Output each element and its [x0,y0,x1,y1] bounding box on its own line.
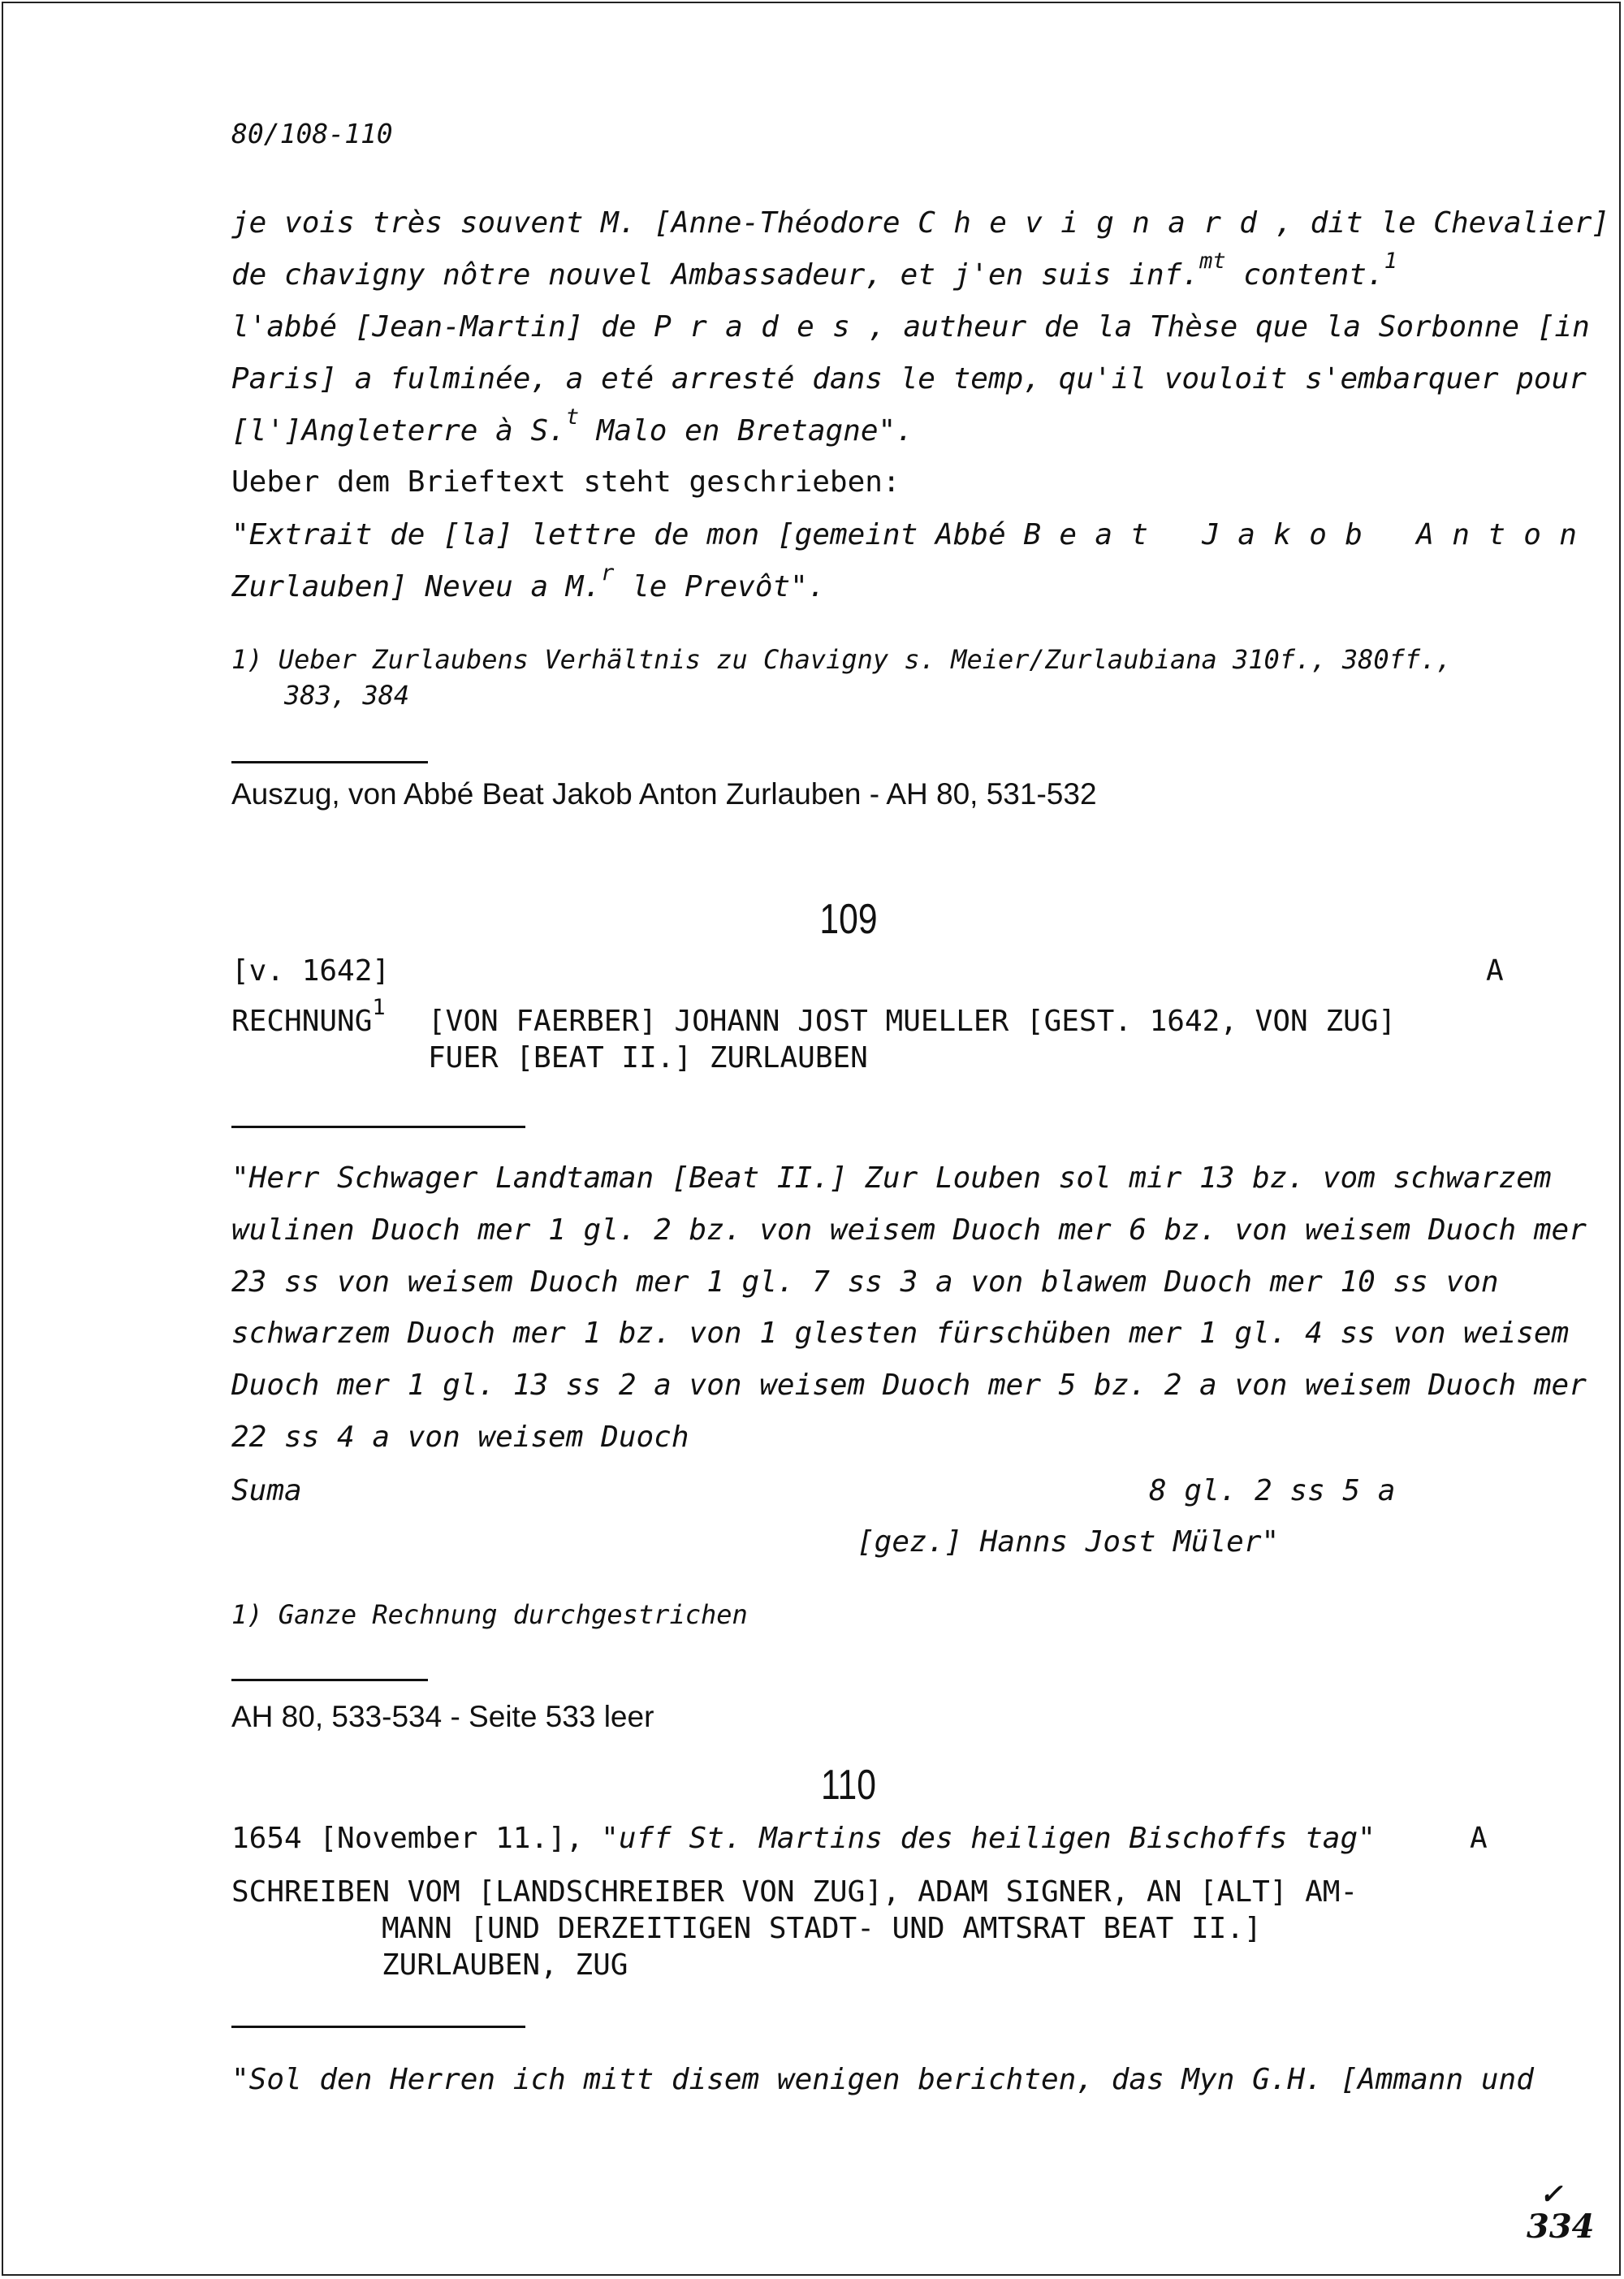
invoice-line-1: "Herr Schwager Landtaman [Beat II.] Zur Louben sol mir 13 bz. vom schwarzem [231,1161,1552,1195]
superscript: mt [1199,248,1226,274]
text: Zurlauben] Neveu a M. [231,570,602,603]
letter-110-line-1: "Sol den Herren ich mitt disem wenigen berichten, das Myn G.H. [Ammann und [231,2063,1534,2096]
divider-rule [231,1679,428,1681]
text: RECHNUNG [231,1005,373,1038]
letter-line-3 [231,310,1590,344]
spaced-name: Chevignard [918,206,1276,240]
document-number-110: 110 [821,1762,876,1809]
invoice-line-5: Duoch mer 1 gl. 13 ss 2 a von weisem Duoch mer 5 bz. 2 a von weisem Duoch mer [231,1369,1587,1402]
invoice-line-6: 22 ss 4 a von weisem Duoch [231,1421,689,1454]
invoice-line-2: wulinen Duoch mer 1 gl. 2 bz. von weisem Duoch mer 6 bz. von weisem Duoch mer [231,1213,1587,1247]
document-heading-109 [231,994,386,1038]
text: "Extrait de [la] lettre de mon [gemeint Abbé [231,518,1024,551]
source-line-109: AH 80, 533-534 - Seite 533 leer [231,1700,654,1733]
footnote-marker: 1 [1384,248,1397,274]
source-line-108: Auszug, von Abbé Beat Jakob Anton Zurlauben - AH 80, 531-532 [231,777,1097,811]
text: 1654 [November 11.], [231,1822,602,1855]
suma-label: Suma [231,1474,302,1507]
text: le Prevôt". [614,570,826,603]
text: [l']Angleterre à S. [231,414,566,448]
letter-line-1 [231,206,1609,240]
document-heading-110-line-3: ZURLAUBEN, ZUG [382,1948,628,1982]
footnote-109: 1) Ganze Rechnung durchgestrichen [231,1599,748,1630]
document-heading-110-line-1: SCHREIBEN VOM [LANDSCHREIBER VON ZUG], ADAM SIGNER, AN [ALT] AM- [231,1875,1358,1909]
text: Malo en Bretagne". [579,414,914,448]
divider-rule [231,1126,525,1128]
suma-value: 8 gl. 2 ss 5 a [1149,1474,1396,1507]
document-code-109: A [1486,954,1504,988]
document-heading-109-line-1: [VON FAERBER] JOHANN JOST MUELLER [GEST. 1642, VON ZUG] [428,1005,1397,1038]
document-code-110: A [1470,1822,1488,1855]
check-mark: ✓ [1540,2178,1563,2211]
text: de chavigny nôtre nouvel Ambassadeur, et j'en suis inf. [231,258,1200,292]
letter-line-4: Paris] a fulminée, a eté arresté dans le temp, qu'il vouloit s'embarquer pour [231,362,1587,396]
footnote-108-line-1: 1) Ueber Zurlaubens Verhältnis zu Chavigny s. Meier/Zurlaubiana 310f., 380ff., [231,644,1452,675]
spaced-name: Prades [654,310,869,344]
document-heading-110-line-2: MANN [UND DERZEITIGEN STADT- UND AMTSRAT BEAT II.] [382,1912,1262,1945]
superscript: t [565,404,580,430]
document-date-109: [v. 1642] [231,954,391,988]
text: , dit le Chevalier] [1275,206,1610,240]
superscript: r [601,560,615,586]
letter-line-2 [231,248,1397,292]
handwritten-page-number: 334 [1527,2208,1595,2246]
text: , autheur de la Thèse que la Sorbonne [in [868,310,1590,344]
extrait-line-1 [231,518,1595,551]
italic-text: "uff St. Martins des heiligen Bischoffs tag" [601,1822,1376,1855]
letter-line-5 [231,404,914,448]
divider-rule [231,2026,525,2028]
footnote-108-line-2: 383, 384 [284,680,410,711]
document-date-110 [231,1822,1376,1855]
text: l'abbé [Jean-Martin] de [231,310,654,344]
divider-rule [231,761,428,763]
extrait-line-2 [231,560,826,603]
text: content. [1225,258,1384,292]
editorial-note: Ueber dem Brieftext steht geschrieben: [231,465,901,499]
document-heading-109-line-2: FUER [BEAT II.] ZURLAUBEN [428,1041,868,1075]
footnote-marker: 1 [372,994,386,1020]
spaced-name: Beat Jakob Anton [1023,518,1596,551]
document-number-109: 109 [819,896,878,943]
invoice-line-3: 23 ss von weisem Duoch mer 1 gl. 7 ss 3 a von blawem Duoch mer 10 ss von [231,1265,1499,1299]
text: je vois très souvent M. [Anne-Théodore [231,206,918,240]
signature-line: [gez.] Hanns Jost Müler" [857,1525,1280,1559]
invoice-line-4: schwarzem Duoch mer 1 bz. von 1 glesten fürschüben mer 1 gl. 4 ss von weisem [231,1317,1570,1350]
page-reference: 80/108-110 [231,118,393,149]
